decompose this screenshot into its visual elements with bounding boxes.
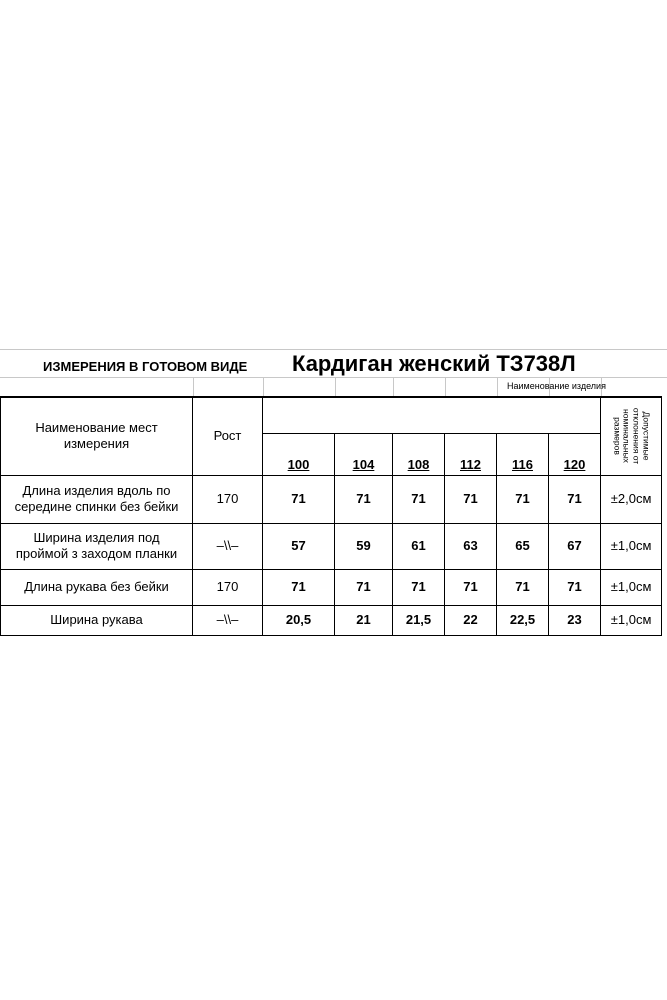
size-header: 104	[335, 433, 393, 475]
sizes-header-blank	[263, 397, 601, 433]
product-subtitle: Наименование изделия	[507, 381, 606, 391]
table-row	[1, 569, 662, 605]
table-row	[1, 605, 662, 635]
column-header-measurement-name	[1, 397, 193, 475]
tolerance-value: ±2,0см	[601, 475, 662, 523]
size-header: 112	[445, 433, 497, 475]
measurement-label	[1, 475, 193, 523]
size-value: 22	[445, 605, 497, 635]
size-value: 57	[263, 523, 335, 569]
tolerance-header-line3: номинальных	[622, 409, 633, 464]
size-value: 71	[393, 569, 445, 605]
measurement-label	[1, 523, 193, 569]
tolerance-header-line2: отклонения от	[631, 408, 642, 465]
size-header: 100	[263, 433, 335, 475]
size-value: 71	[497, 475, 549, 523]
size-value: 71	[263, 569, 335, 605]
size-value: 61	[393, 523, 445, 569]
gridline	[0, 349, 667, 350]
size-value: 22,5	[497, 605, 549, 635]
section-label: ИЗМЕРЕНИЯ В ГОТОВОМ ВИДЕ	[43, 359, 248, 374]
size-value: 59	[335, 523, 393, 569]
measurement-label-line2: середине спинки без бейки	[14, 499, 179, 514]
size-header: 108	[393, 433, 445, 475]
gridline	[263, 377, 264, 396]
table-header-row	[1, 397, 662, 433]
tolerance-value: ±1,0см	[601, 569, 662, 605]
column-header-tolerance	[601, 397, 662, 475]
size-value: 20,5	[263, 605, 335, 635]
height-value: –\\–	[193, 605, 263, 635]
size-value: 71	[335, 475, 393, 523]
size-value: 67	[549, 523, 601, 569]
measurements-table	[0, 396, 662, 636]
height-value: 170	[193, 475, 263, 523]
measurement-label-line1: Ширина рукава	[50, 611, 143, 627]
column-header-name-line2: измерения	[63, 436, 130, 452]
size-value: 71	[445, 475, 497, 523]
tolerance-header-line4: размеров	[612, 417, 623, 456]
size-header: 120	[549, 433, 601, 475]
product-title: Кардиган женский ТЗ738Л	[292, 351, 576, 376]
measurement-label-line2: проймой з заходом планки	[15, 546, 178, 561]
gridline	[335, 377, 336, 396]
size-value: 21	[335, 605, 393, 635]
gridline	[393, 377, 394, 396]
size-value: 71	[549, 475, 601, 523]
gridline	[497, 377, 498, 396]
measurement-label-line1: Длина рукава без бейки	[24, 578, 169, 594]
tolerance-header-line1: Допустимые	[641, 411, 652, 461]
height-value: –\\–	[193, 523, 263, 569]
gridline	[445, 377, 446, 396]
size-value: 71	[263, 475, 335, 523]
size-value: 21,5	[393, 605, 445, 635]
size-value: 71	[335, 569, 393, 605]
gridline	[0, 377, 667, 378]
size-value: 71	[393, 475, 445, 523]
measurement-label	[1, 569, 193, 605]
size-value: 71	[445, 569, 497, 605]
measurement-label-line1: Длина изделия вдоль по	[22, 482, 171, 498]
measurement-label	[1, 605, 193, 635]
table-row	[1, 523, 662, 569]
column-header-name-line1: Наименование мест	[35, 420, 158, 435]
size-header: 116	[497, 433, 549, 475]
size-value: 23	[549, 605, 601, 635]
column-header-height: Рост	[193, 397, 263, 475]
size-value: 63	[445, 523, 497, 569]
tolerance-value: ±1,0см	[601, 523, 662, 569]
gridline	[193, 377, 194, 396]
size-value: 71	[549, 569, 601, 605]
height-value: 170	[193, 569, 263, 605]
table-row	[1, 475, 662, 523]
size-value: 71	[497, 569, 549, 605]
tolerance-value: ±1,0см	[601, 605, 662, 635]
size-value: 65	[497, 523, 549, 569]
measurement-label-line1: Ширина изделия под	[33, 529, 160, 545]
